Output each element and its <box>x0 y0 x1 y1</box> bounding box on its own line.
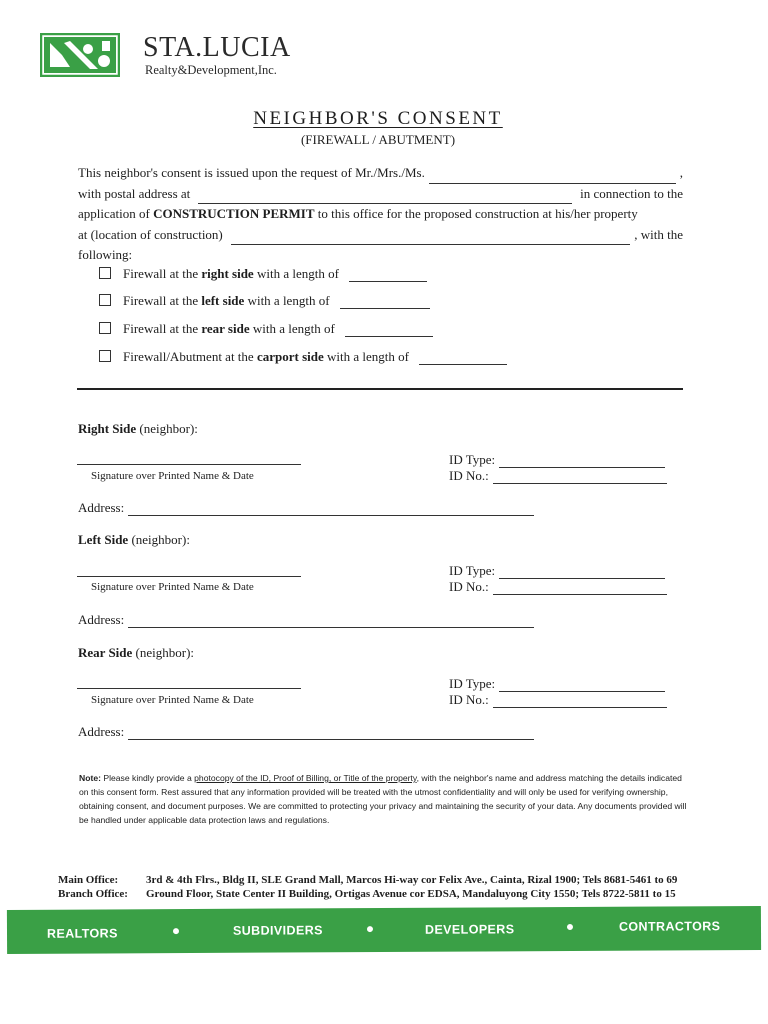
intro-line-2: with postal address at <box>78 185 191 201</box>
rear-side-id-type: ID Type: <box>449 676 669 692</box>
signature-caption: Signature over Printed Name & Date <box>91 694 254 706</box>
company-logo-icon <box>40 33 120 77</box>
required-documents: photocopy of the ID, Proof of Billing, or Title of the property <box>194 773 417 783</box>
signature-caption: Signature over Printed Name & Date <box>91 470 254 482</box>
document-title: NEIGHBOR'S CONSENT <box>253 108 503 129</box>
construction-permit-label: CONSTRUCTION PERMIT <box>153 206 315 221</box>
rear-side-address-field[interactable] <box>128 726 534 740</box>
rear-side-neighbor-label: Rear Side (neighbor): <box>78 645 195 660</box>
left-side-neighbor-label: Left Side (neighbor): <box>78 532 190 547</box>
footer-contractors: CONTRACTORS <box>618 919 721 934</box>
footer-bullet <box>567 924 573 930</box>
right-side-id-no-field[interactable] <box>493 470 667 484</box>
carport-side-checkbox[interactable] <box>99 350 111 362</box>
rear-side-signature-line[interactable] <box>77 688 301 689</box>
footer-realtors: REALTORS <box>46 926 118 941</box>
brand-name: STA.LUCIA <box>143 32 291 63</box>
right-side-id-type-field[interactable] <box>499 454 665 468</box>
main-office-row: Main Office: 3rd & 4th Flrs., Bldg II, SLE Grand Mall, Marcos Hi-way cor Felix Ave., Cainta, Rizal 1900; Tels 8681-5461 to 69 <box>58 874 678 886</box>
construction-location-field[interactable] <box>231 231 630 245</box>
requester-name-field[interactable] <box>429 170 676 184</box>
rear-side-id-type-field[interactable] <box>499 678 665 692</box>
footer-developers: DEVELOPERS <box>424 922 515 937</box>
consent-paragraph: This neighbor's consent is issued upon the request of Mr./Mrs./Ms. , with postal address at in connection to the application of CONSTRUCTION PERMIT to this office for the proposed construction at his/her property at (location of construction) , with the following: <box>78 163 683 266</box>
right-side-address: Address: <box>78 500 538 516</box>
signature-caption: Signature over Printed Name & Date <box>91 581 254 593</box>
rear-side-checkbox[interactable] <box>99 322 111 334</box>
left-side-id-type-field[interactable] <box>499 565 665 579</box>
right-side-id-no: ID No.: <box>449 468 671 484</box>
left-side-address: Address: <box>78 612 538 628</box>
privacy-note: Note: Please kindly provide a photocopy of the ID, Proof of Billing, or Title of the property, with the neighbor's name and address matching the details indicated on this consent form. Rest assured that any information provided will be treated with the utmost confidentiality and will only be used for verifying ownership, obtaining consent, and document purposes. We are committed to protecting your privacy and maintaining the security of your data. Any documents provided will be handled under applicable data protection laws and regulations. <box>79 773 687 825</box>
left-side-signature-line[interactable] <box>77 576 301 577</box>
rear-side-address: Address: <box>78 724 538 740</box>
left-side-id-no-field[interactable] <box>493 581 667 595</box>
option-left-side: Firewall at the left side with a length of <box>99 293 434 309</box>
carport-side-length-field[interactable] <box>419 351 507 365</box>
left-side-address-field[interactable] <box>128 614 534 628</box>
left-side-length-field[interactable] <box>340 295 430 309</box>
right-side-address-field[interactable] <box>128 502 534 516</box>
main-office-address: 3rd & 4th Flrs., Bldg II, SLE Grand Mall, Marcos Hi-way cor Felix Ave., Cainta, Rizal 1900; Tels 8681-5461 to 69 <box>146 874 678 886</box>
branch-office-row: Branch Office: Ground Floor, State Center II Building, Ortigas Avenue cor EDSA, Mandaluyong City 1550; Tels 8722-5811 to 15 <box>58 888 676 900</box>
right-side-neighbor-label: Right Side (neighbor): <box>78 421 198 436</box>
footer-bullet <box>367 926 373 932</box>
option-carport-side: Firewall/Abutment at the carport side with a length of <box>99 349 511 365</box>
section-divider <box>77 388 683 390</box>
footer-bullet <box>173 928 179 934</box>
rear-side-id-no: ID No.: <box>449 692 671 708</box>
intro-line-1: This neighbor's consent is issued upon the request of Mr./Mrs./Ms. <box>78 165 425 180</box>
branch-office-address: Ground Floor, State Center II Building, Ortigas Avenue cor EDSA, Mandaluyong City 1550; Tels 8722-5811 to 15 <box>146 888 676 900</box>
footer-subdividers: SUBDIVIDERS <box>232 923 323 938</box>
brand-subtitle: Realty&Development,Inc. <box>145 63 277 77</box>
intro-line-4: at (location of construction) <box>78 226 223 242</box>
option-right-side: Firewall at the right side with a length of <box>99 266 431 282</box>
footer-bar <box>7 906 761 954</box>
option-rear-side: Firewall at the rear side with a length of <box>99 321 437 337</box>
rear-side-id-no-field[interactable] <box>493 694 667 708</box>
left-side-checkbox[interactable] <box>99 294 111 306</box>
right-side-id-type: ID Type: <box>449 452 669 468</box>
left-side-id-no: ID No.: <box>449 579 671 595</box>
right-side-checkbox[interactable] <box>99 267 111 279</box>
left-side-id-type: ID Type: <box>449 563 669 579</box>
right-side-length-field[interactable] <box>349 268 427 282</box>
right-side-signature-line[interactable] <box>77 464 301 465</box>
postal-address-field[interactable] <box>198 190 572 204</box>
rear-side-length-field[interactable] <box>345 323 433 337</box>
intro-line-5: following: <box>78 247 133 262</box>
document-subtitle: (FIREWALL / ABUTMENT) <box>300 132 456 147</box>
